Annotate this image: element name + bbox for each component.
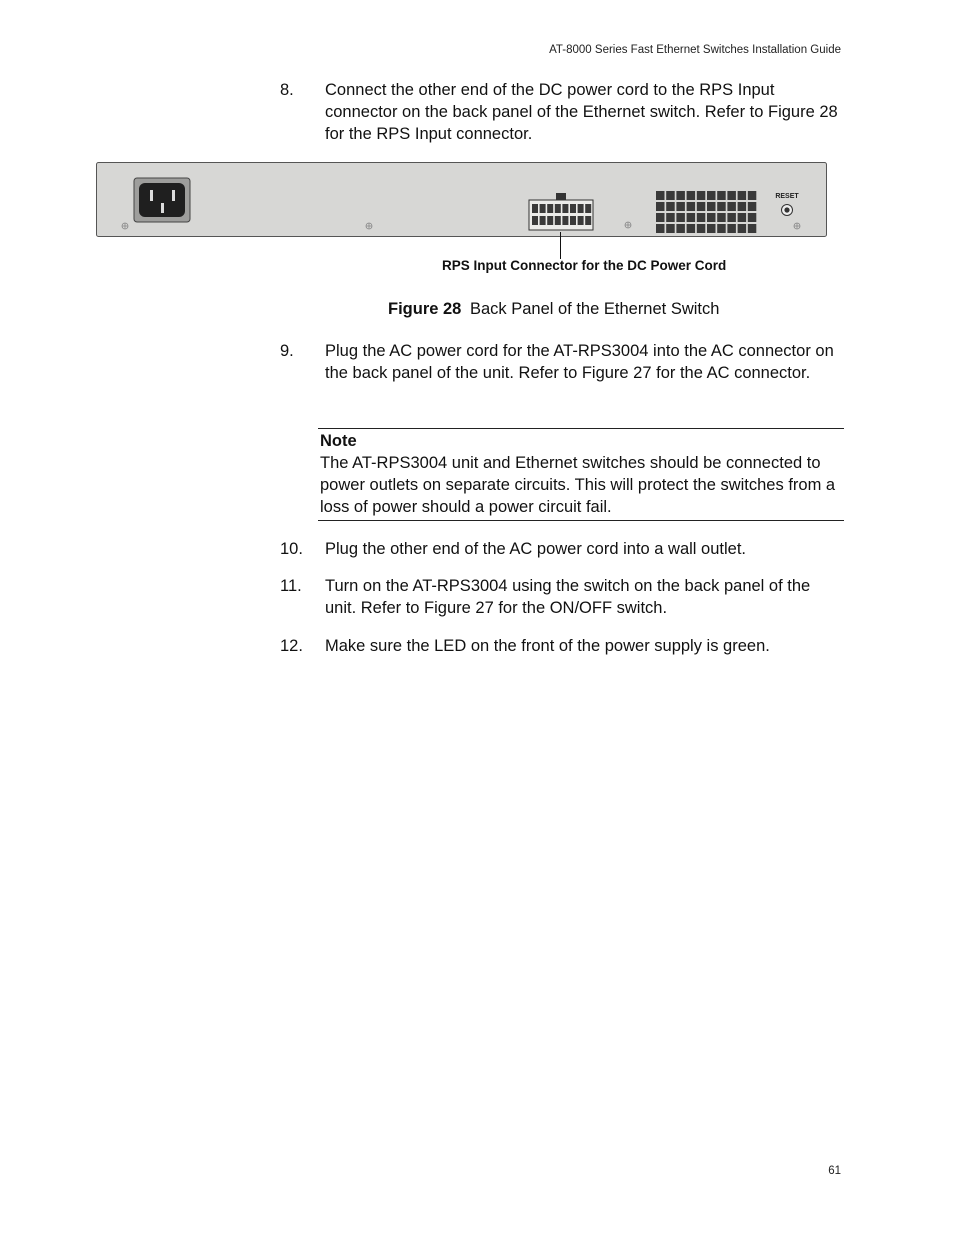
step-text: Turn on the AT-RPS3004 using the switch on the back panel of the unit. Refer to Figure 27 for the ON/OFF switch.: [325, 577, 811, 617]
vent-hole: [656, 202, 665, 211]
vent-hole: [738, 213, 747, 222]
vent-hole: [707, 224, 716, 233]
vent-hole: [707, 191, 716, 200]
connector-pin: [555, 204, 561, 213]
step-text: Plug the AC power cord for the AT-RPS3004 into the AC connector on the back panel of the unit. Refer to Figure 27 for the AC connector.: [325, 342, 834, 382]
running-header: AT-8000 Series Fast Ethernet Switches Installation Guide: [549, 44, 841, 56]
step-11: [280, 575, 845, 619]
connector-pin: [540, 216, 546, 225]
vent-hole: [656, 191, 665, 200]
vent-hole: [727, 202, 736, 211]
step-number: 10.: [280, 540, 303, 558]
vent-hole: [687, 202, 696, 211]
connector-pin: [547, 204, 553, 213]
connector-pin: [540, 204, 546, 213]
vent-hole: [676, 191, 685, 200]
vent-hole: [697, 224, 706, 233]
figure-title: Back Panel of the Ethernet Switch: [469, 300, 720, 318]
back-panel-illustration: [96, 162, 827, 238]
connector-pin: [555, 216, 561, 225]
vent-hole: [656, 213, 665, 222]
connector-pin: [532, 216, 538, 225]
connector-pin: [547, 216, 553, 225]
callout-label: RPS Input Connector for the DC Power Cord: [442, 258, 727, 273]
connector-pin: [570, 216, 576, 225]
vent-hole: [727, 191, 736, 200]
connector-pin: [570, 204, 576, 213]
step-12: [280, 635, 845, 657]
vent-hole: [676, 202, 685, 211]
reset-label: RESET: [775, 193, 799, 200]
step-number: 12.: [280, 637, 303, 655]
vent-hole: [717, 224, 726, 233]
connector-pin: [562, 216, 568, 225]
step-text: Connect the other end of the DC power cord to the RPS Input connector on the back panel of the Ethernet switch. Refer to Figure 28 for the RPS Input connector.: [325, 81, 838, 143]
vent-hole: [666, 202, 675, 211]
vent-hole: [697, 202, 706, 211]
step-text: Plug the other end of the AC power cord into a wall outlet.: [325, 540, 747, 558]
ac-power-inlet: [134, 178, 190, 222]
figure-caption: [388, 300, 719, 319]
vent-hole: [717, 191, 726, 200]
vent-hole: [748, 224, 757, 233]
vent-hole: [727, 213, 736, 222]
step-8: [280, 79, 845, 145]
ground-screw: [122, 223, 128, 229]
step-number: 8.: [280, 81, 294, 99]
vent-hole: [738, 224, 747, 233]
vent-hole: [697, 191, 706, 200]
callout-leader-line: [560, 232, 561, 259]
connector-pin: [585, 204, 591, 213]
connector-pin: [532, 204, 538, 213]
vent-hole: [717, 213, 726, 222]
vent-hole: [676, 213, 685, 222]
panel-body: [97, 163, 827, 237]
connector-latch: [556, 193, 566, 200]
note-text: The AT-RPS3004 unit and Ethernet switches should be connected to power outlets on separate circuits. This will protect the switches from a loss of power should a power circuit fail.: [320, 454, 836, 516]
ground-screw: [625, 222, 631, 228]
vent-hole: [707, 213, 716, 222]
vent-hole: [738, 191, 747, 200]
step-number: 9.: [280, 342, 294, 360]
vent-hole: [748, 213, 757, 222]
step-text: Make sure the LED on the front of the power supply is green.: [325, 637, 770, 655]
vent-hole: [727, 224, 736, 233]
vent-hole: [666, 224, 675, 233]
vent-hole: [738, 202, 747, 211]
connector-pin: [562, 204, 568, 213]
vent-hole: [697, 213, 706, 222]
vent-hole: [707, 202, 716, 211]
vent-hole: [717, 202, 726, 211]
vent-hole: [656, 224, 665, 233]
step-9: [280, 340, 845, 384]
reset-button: [782, 205, 793, 216]
connector-pin: [578, 216, 584, 225]
step-number: 11.: [280, 577, 302, 595]
step-10: [280, 538, 845, 560]
figure-number: Figure 28: [388, 300, 462, 318]
back-panel-figure: [96, 162, 827, 238]
page-number: 61: [828, 1165, 841, 1177]
ground-screw: [366, 223, 372, 229]
note-title: Note: [320, 432, 357, 450]
vent-hole: [687, 191, 696, 200]
vent-hole: [666, 191, 675, 200]
connector-pin: [578, 204, 584, 213]
vent-hole: [748, 202, 757, 211]
vent-hole: [676, 224, 685, 233]
vent-hole: [748, 191, 757, 200]
vent-hole: [687, 213, 696, 222]
ground-screw: [794, 223, 800, 229]
note-box: [318, 428, 844, 521]
vent-hole: [666, 213, 675, 222]
connector-pin: [585, 216, 591, 225]
vent-hole: [687, 224, 696, 233]
